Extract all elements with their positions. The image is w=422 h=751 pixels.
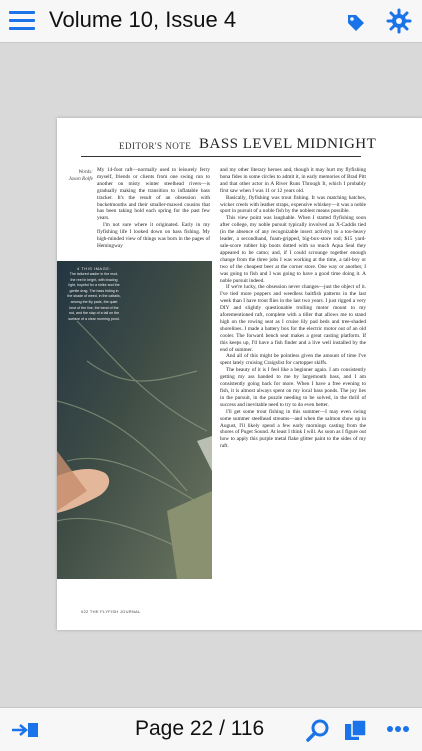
exit-arrow-icon[interactable] [11,721,39,739]
section-label: EDITOR'S NOTE [119,141,192,151]
article-headline: BASS LEVEL MIDNIGHT [199,136,377,152]
paragraph: The beauty of it is I feel like a beginner again. I am consistently getting my ass handed to me by largemouth bass, and I am consistently going back for more. When I have a free evening to fish, it is almost always spent on my local bass ponds. The joy lies in the pursuit, in the puzzle needing to be solved, in the thrill of success and inevitable need to try to do even better. [220,367,366,408]
gear-icon[interactable] [386,8,412,34]
byline [57,169,93,182]
paragraph: Basically, flyfishing was trout fishing. It was matching hatches, wicker creels with leather straps, expensive whiskey—it was a noble sport in pursuit of a noble fish by the noblest means possible. [220,194,366,215]
photo-caption: The tailored wader in the mud, the reel in bright, with bracing light, hopeful for a strike and the gentle drag. The bass hiding in the shade of weed, in the cattails, among the lily pads, the quiet knot of the line, the bend of the rod, and the slap of a tail on the surface of a clear morning pond. [67,272,121,321]
paragraph: My 14-foot raft—normally used to leisurely ferry myself, friends or clients from one swing run to another on misty winter steelhead rivers—is gradually making the transition to inflatable bass tracker. It's the result of an obsession with bucketmouths and their smaller-mawed cousins that has been taking hold each spring for the past few years. [97,167,210,222]
page-indicator: Page 22 / 116 [135,717,265,740]
paragraph: And all of this might be pointless given the amount of time I've spent lately cruising Craigslist for cartopper skiffs. [220,353,366,367]
paragraph: If we're lucky, the obsession never changes—just the object of it. I've tied more poppers and weedless baitfish patterns in the last week than I have trout flies in the last two years. I just rigged a very DIY and slightly questionable trolling motor mount to my aforementioned raft, complete with a tiller that allows me to stand high on the rowing seat as I cruise lily pad beds and tree-shaded shorelines. I made a battery box for the electric motor out of an old cooler. The forward bench seat makes a great casting platform. If this keeps up, I'll have a fish finder and a live well installed by the end of summer. [220,284,366,353]
article-column-1 [97,167,210,250]
article-column-2 [220,167,366,450]
top-toolbar [0,0,422,43]
byline-name: Jason Rolfe [68,175,93,182]
photo-caption-heading: 4 THIS IMAGE: [77,266,111,271]
hamburger-menu-icon[interactable] [9,11,35,31]
paragraph: I'll get some trout fishing in this summer—I may even swing some summer steelhead streams—and when the salmon show up in August, I'll likely spend a few early mornings casting from the shores of Puget Sound. At least I think I will. As soon as I figure out how to apply this purple metal flake glitter paint to the sides of my raft. [220,408,366,450]
paragraph: This view point was laughable. When I started flyfishing soon after college, my noble pursuit typically involved an X-Caddis tied (in the absence of any recognizable insect activity) to a too-heavy leader, a secondhand, foam-gripped, big-box-store rod; $15 yard-sale-score rubber hip boots dotted with so much Aqua Seal they appeared to be camo; and, if I could scrounge together enough change from the three jobs I was working at the time, a tall-boy or two of the cheapest beer at the corner store. One way or another, I was going to fish and I was going to have a good time doing it. A noble pursuit indeed. [220,215,366,284]
more-dots-icon[interactable] [386,725,410,733]
paragraph: and my other literary heroes and, though it may hurt my flyfishing bona fides in some circles to admit it, in early memories of Brad Pitt and that other actor in A River Runs Through It, which I probably first saw when I was 11 or 12 years old. [220,167,366,194]
magazine-page[interactable] [57,118,422,630]
search-icon[interactable] [306,718,330,742]
page-folio: 022 THE FLYFISH JOURNAL [81,609,141,614]
paragraph: I'm not sure where it originated. Early in my flyfishing life I looked down on bass fishing. My high-minded view of things was born in the pages of Hemingway [97,222,210,249]
tag-icon[interactable] [346,13,366,33]
issue-title: Volume 10, Issue 4 [49,7,237,32]
bottom-toolbar [0,707,422,751]
byline-label: Words: [78,169,93,175]
article-header [81,136,377,157]
copy-pages-icon[interactable] [344,719,368,741]
